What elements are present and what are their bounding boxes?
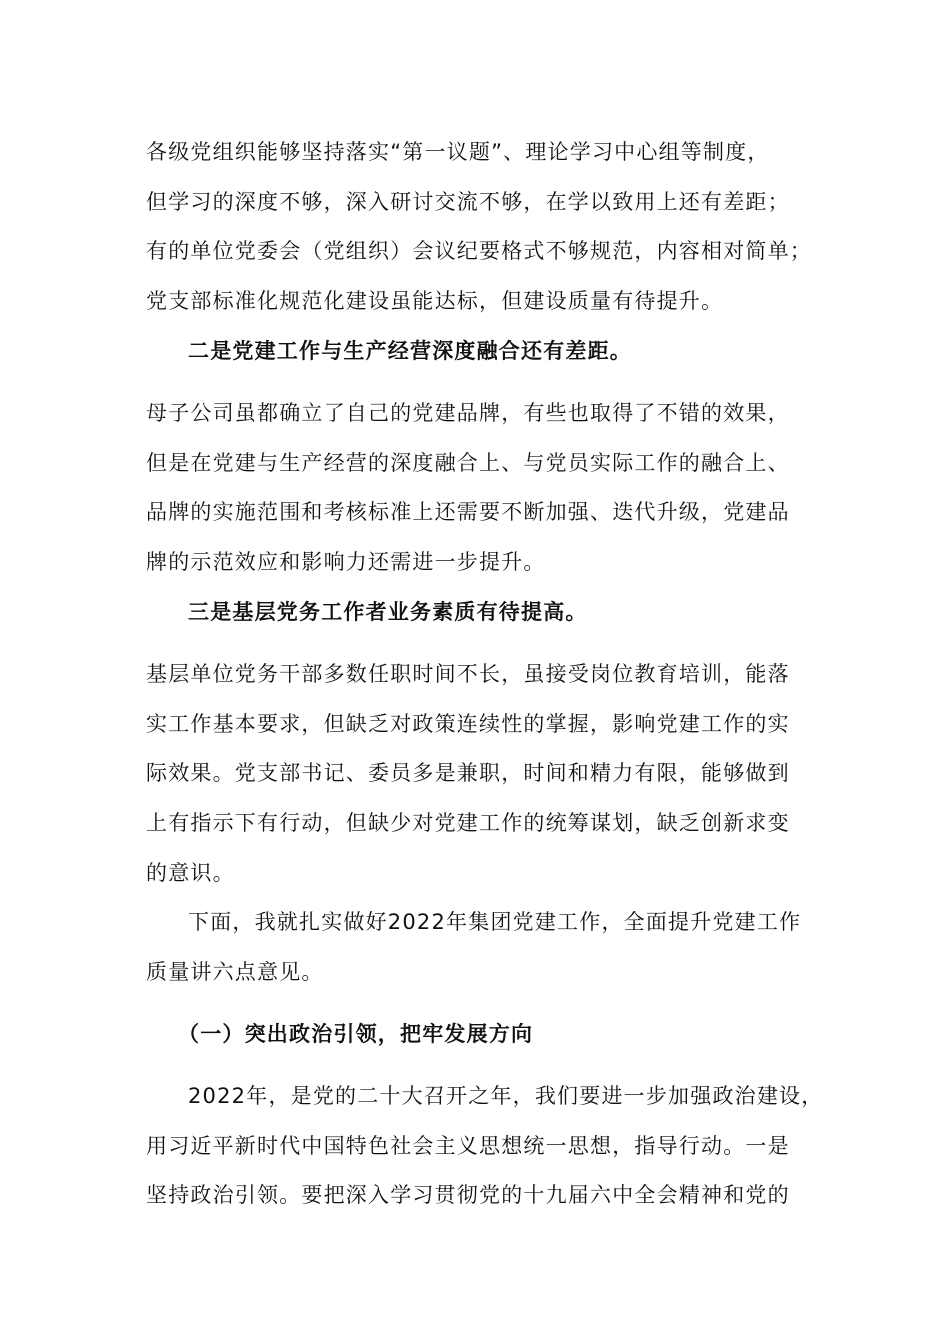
paragraph-1-line-2: 但学习的深度不够，深入研讨交流不够，在学以致用上还有差距；	[146, 190, 790, 214]
paragraph-2-line-2: 但是在党建与生产经营的深度融合上、与党员实际工作的融合上、	[146, 451, 790, 475]
paragraph-5-line-3: 坚持政治引领。要把深入学习贯彻党的十九届六中全会精神和党的	[146, 1183, 790, 1207]
paragraph-1-line-1: 各级党组织能够坚持落实“第一议题”、理论学习中心组等制度，	[146, 140, 770, 164]
section-heading-2: 二是党建工作与生产经营深度融合还有差距。	[188, 339, 632, 363]
paragraph-3-line-2: 实工作基本要求，但缺乏对政策连续性的掌握，影响党建工作的实	[146, 712, 790, 736]
paragraph-2-line-1: 母子公司虽都确立了自己的党建品牌，有些也取得了不错的效果，	[146, 401, 790, 425]
paragraph-3-line-5: 的意识。	[146, 861, 235, 885]
section-heading-3: 三是基层党务工作者业务素质有待提高。	[188, 600, 588, 624]
paragraph-2-line-4: 牌的示范效应和影响力还需进一步提升。	[146, 550, 546, 574]
paragraph-2-line-3: 品牌的实施范围和考核标准上还需要不断加强、迭代升级，党建品	[146, 500, 790, 524]
paragraph-3-line-3: 际效果。党支部书记、委员多是兼职，时间和精力有限，能够做到	[146, 761, 790, 785]
paragraph-3-line-1: 基层单位党务干部多数任职时间不长，虽接受岗位教育培训，能落	[146, 662, 790, 686]
paragraph-3-line-4: 上有指示下有行动，但缺少对党建工作的统筹谋划，缺乏创新求变	[146, 811, 790, 835]
paragraph-1-line-3: 有的单位党委会（党组织）会议纪要格式不够规范，内容相对简单；	[146, 239, 812, 263]
paragraph-5-line-1: 2022年，是党的二十大召开之年，我们要进一步加强政治建设，	[188, 1084, 824, 1108]
paragraph-4-line-2: 质量讲六点意见。	[146, 960, 324, 984]
section-title-1: （一）突出政治引领，把牢发展方向	[178, 1022, 534, 1046]
paragraph-1-line-4: 党支部标准化规范化建设虽能达标，但建设质量有待提升。	[146, 289, 724, 313]
paragraph-5-line-2: 用习近平新时代中国特色社会主义思想统一思想，指导行动。一是	[146, 1134, 790, 1158]
paragraph-4-line-1: 下面，我就扎实做好2022年集团党建工作，全面提升党建工作	[188, 910, 802, 934]
